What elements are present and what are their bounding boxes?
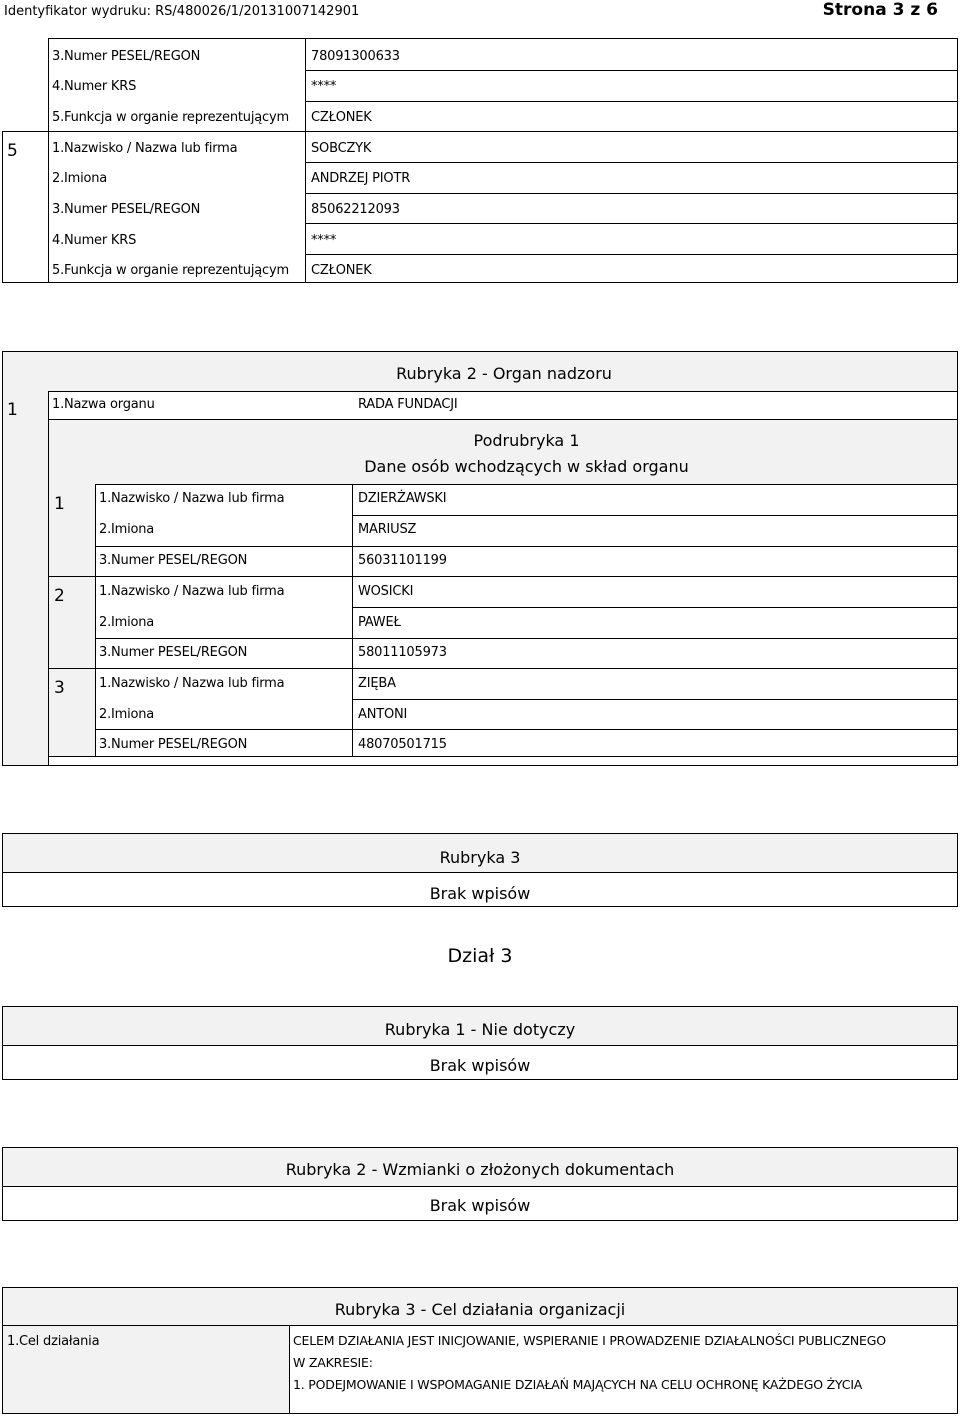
cel-line-1: CELEM DZIAŁANIA JEST INICJOWANIE, WSPIERANIE I PROWADZENIE DZIAŁALNOŚCI PUBLICZNEGO xyxy=(293,1333,886,1348)
person-2-value-pesel: 58011105973 xyxy=(358,645,447,660)
dzial-3-rubryka-3 xyxy=(2,1287,958,1414)
rubryka-3 xyxy=(2,833,958,907)
prev-value-pesel: 78091300633 xyxy=(311,49,400,64)
organ-label: 1.Nazwa organu xyxy=(52,397,155,412)
dzial-3-rubryka-3-title: Rubryka 3 - Cel działania organizacji xyxy=(334,1300,626,1319)
cel-line-2: W ZAKRESIE: xyxy=(293,1355,373,1370)
person-3-value-pesel: 48070501715 xyxy=(358,737,447,752)
podrubryka-title: Podrubryka 1 xyxy=(473,431,580,450)
person-1-value-nazwisko: DZIERŻAWSKI xyxy=(358,491,447,506)
person-3-number: 3 xyxy=(54,678,65,698)
entry-label-nazwisko: 1.Nazwisko / Nazwa lub firma xyxy=(52,141,238,156)
prev-label-pesel: 3.Numer PESEL/REGON xyxy=(52,49,201,64)
person-3-label-nazwisko: 1.Nazwisko / Nazwa lub firma xyxy=(99,676,285,691)
person-3-label-pesel: 3.Numer PESEL/REGON xyxy=(99,737,248,752)
person-2-value-imiona: PAWEŁ xyxy=(358,615,401,630)
prev-value-funkcja: CZŁONEK xyxy=(311,110,372,125)
cel-dzialania-label: 1.Cel działania xyxy=(7,1334,100,1349)
prev-label-krs: 4.Numer KRS xyxy=(52,79,137,94)
rubryka-2-title: Rubryka 2 - Organ nadzoru xyxy=(396,364,612,383)
person-1-label-pesel: 3.Numer PESEL/REGON xyxy=(99,553,248,568)
prev-label-funkcja: 5.Funkcja w organie reprezentującym xyxy=(52,110,289,125)
person-1-value-pesel: 56031101199 xyxy=(358,553,447,568)
entry-value-pesel: 85062212093 xyxy=(311,202,400,217)
prev-value-krs: **** xyxy=(311,79,337,94)
entry-value-nazwisko: SOBCZYK xyxy=(311,141,372,156)
dzial-3-rubryka-2-title: Rubryka 2 - Wzmianki o złożonych dokumentach xyxy=(285,1160,675,1179)
entry-label-imiona: 2.Imiona xyxy=(52,171,108,186)
entry-label-krs: 4.Numer KRS xyxy=(52,233,137,248)
person-2-label-nazwisko: 1.Nazwisko / Nazwa lub firma xyxy=(99,584,285,599)
organ-value: RADA FUNDACJI xyxy=(358,397,458,412)
rubryka-3-empty: Brak wpisów xyxy=(429,884,531,903)
entry-label-pesel: 3.Numer PESEL/REGON xyxy=(52,202,201,217)
dzial-3-rubryka-2 xyxy=(2,1147,958,1221)
dzial-3-title: Dział 3 xyxy=(447,945,513,967)
person-2-label-imiona: 2.Imiona xyxy=(99,615,155,630)
dzial-3-rubryka-1-title: Rubryka 1 - Nie dotyczy xyxy=(384,1020,576,1039)
print-id: Identyfikator wydruku: RS/480026/1/20131007142901 xyxy=(4,4,360,19)
page-number: Strona 3 z 6 xyxy=(822,0,938,20)
person-3-value-nazwisko: ZIĘBA xyxy=(358,676,396,691)
rubryka-2-number: 1 xyxy=(7,400,18,420)
person-1-label-imiona: 2.Imiona xyxy=(99,522,155,537)
dzial-3-rubryka-2-empty: Brak wpisów xyxy=(429,1196,531,1215)
person-3-value-imiona: ANTONI xyxy=(358,707,408,722)
entry-value-imiona: ANDRZEJ PIOTR xyxy=(311,171,411,186)
dzial-3-rubryka-1 xyxy=(2,1006,958,1080)
entry-value-krs: **** xyxy=(311,233,337,248)
entry-label-funkcja: 5.Funkcja w organie reprezentującym xyxy=(52,263,289,278)
entry-number: 5 xyxy=(7,141,18,161)
cel-line-3: 1. PODEJMOWANIE I WSPOMAGANIE DZIAŁAŃ MAJĄCYCH NA CELU OCHRONĘ KAŻDEGO ŻYCIA xyxy=(293,1377,863,1392)
person-1-label-nazwisko: 1.Nazwisko / Nazwa lub firma xyxy=(99,491,285,506)
person-2-number: 2 xyxy=(54,586,65,606)
person-2-value-nazwisko: WOSICKI xyxy=(358,584,414,599)
dzial-3-rubryka-1-empty: Brak wpisów xyxy=(429,1056,531,1075)
person-1-number: 1 xyxy=(54,494,65,514)
person-3-label-imiona: 2.Imiona xyxy=(99,707,155,722)
rubryka-3-title: Rubryka 3 xyxy=(439,848,521,867)
podrubryka-subtitle: Dane osób wchodzących w skład organu xyxy=(364,457,689,476)
person-2-label-pesel: 3.Numer PESEL/REGON xyxy=(99,645,248,660)
person-1-value-imiona: MARIUSZ xyxy=(358,522,417,537)
entry-value-funkcja: CZŁONEK xyxy=(311,263,372,278)
